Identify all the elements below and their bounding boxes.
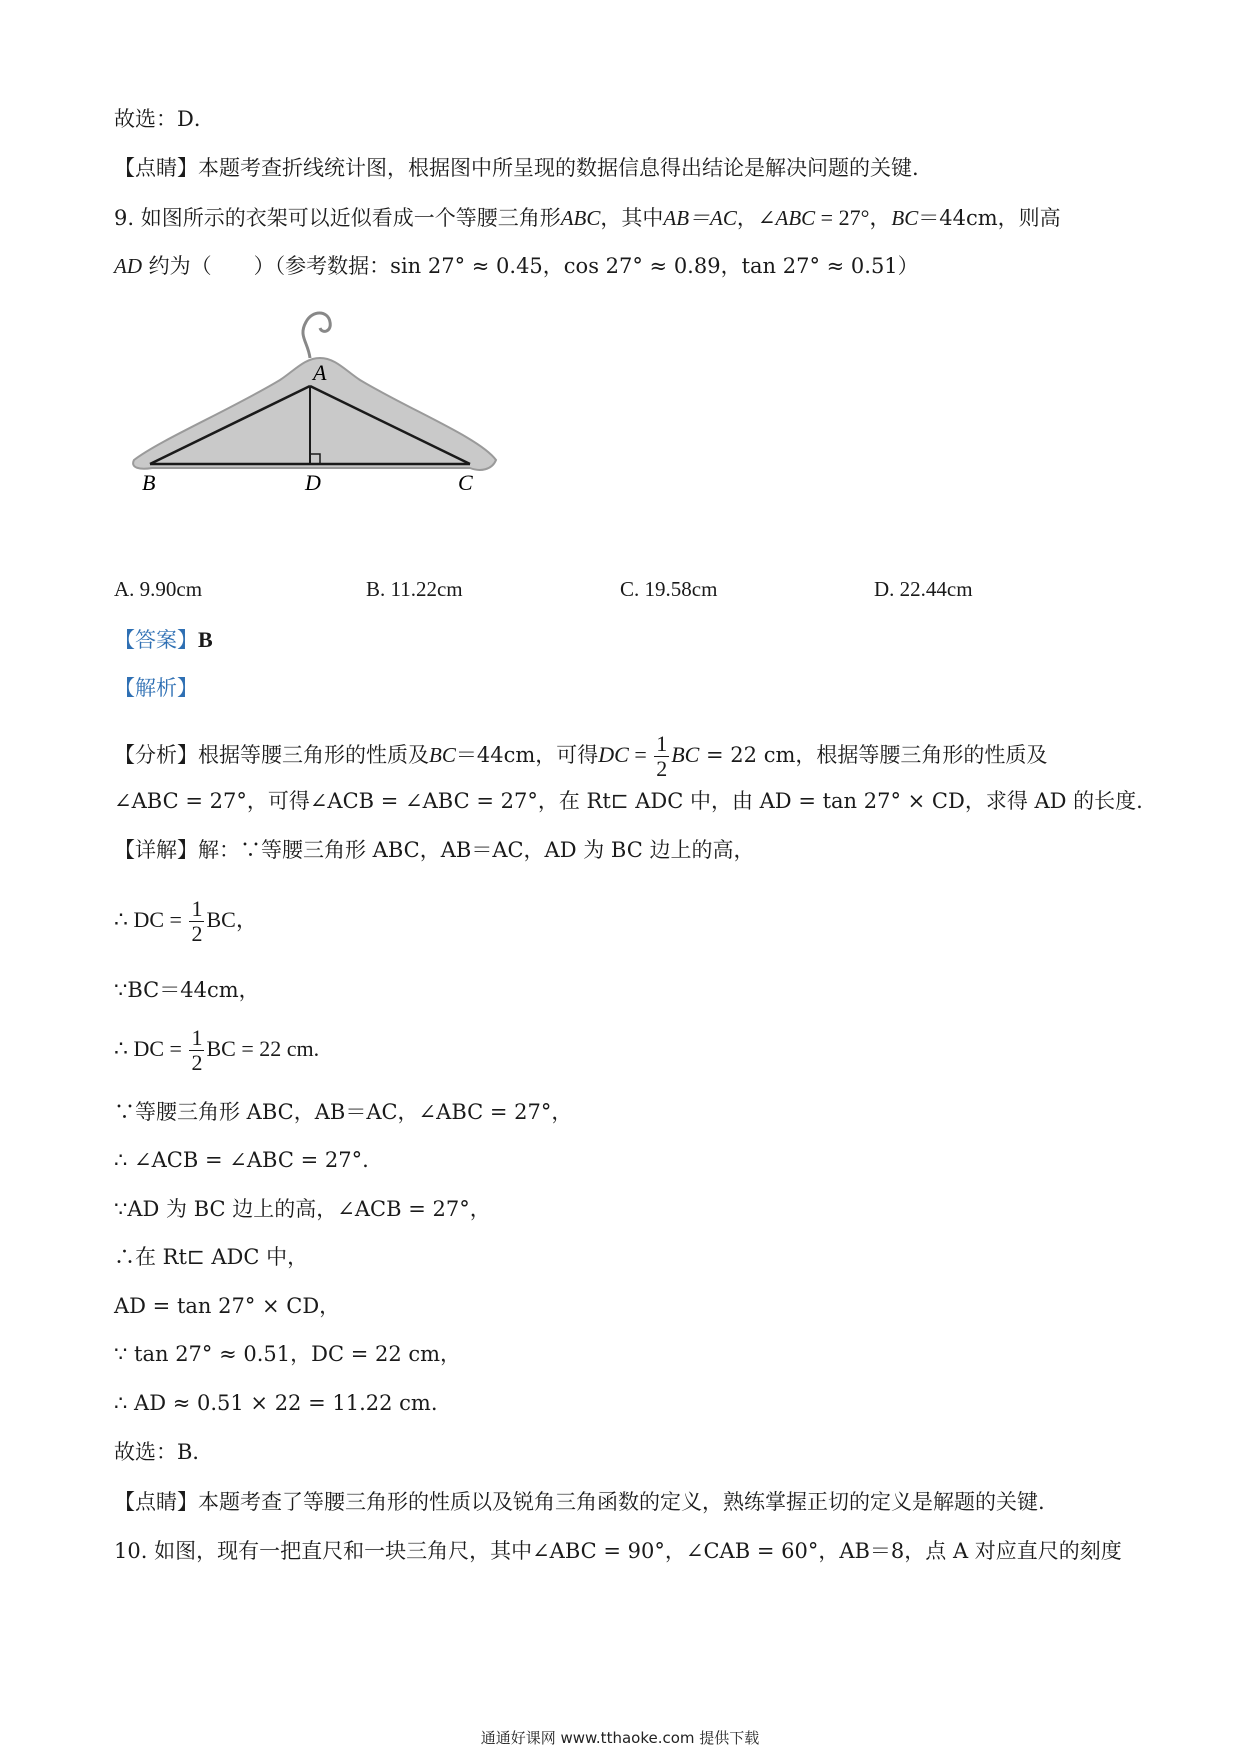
label-a: A — [313, 360, 327, 385]
dianjing-line — [114, 1487, 1045, 1517]
fraction-numerator: 1 — [191, 896, 203, 921]
q9-var: AB＝AC — [663, 206, 737, 230]
q9-stem-line2 — [114, 251, 919, 281]
fenxi-text: = 22 cm，根据等腰三角形的性质及 — [699, 743, 1048, 767]
step-5: ∴ ∠ACB = ∠ABC = 27°. — [114, 1148, 369, 1172]
fenxi-var: BC — [671, 742, 700, 767]
q9-stem-text: ，∠ — [736, 206, 776, 230]
answer-value: B — [198, 627, 213, 652]
q9-var: AD — [114, 254, 142, 278]
prev-comment — [114, 153, 919, 183]
q9-var: BC — [891, 206, 919, 230]
step-text: BC = 22 cm. — [206, 1036, 320, 1061]
fraction-half — [654, 732, 669, 781]
option-d[interactable]: D. 22.44cm — [874, 577, 973, 601]
q9-var: ABC — [775, 206, 816, 230]
hook-icon — [303, 313, 330, 358]
dianjing-text: 本题考查了等腰三角形的性质以及锐角三角函数的定义，熟练掌握正切的定义是解题的关键. — [198, 1490, 1045, 1514]
fenxi-line1 — [114, 728, 1047, 782]
step-3 — [114, 1022, 319, 1076]
hanger-figure — [120, 300, 500, 500]
step-text: ∴ DC = — [114, 1036, 188, 1061]
q9-var: ABC — [560, 206, 601, 230]
step-4: ∵等腰三角形 ABC，AB＝AC，∠ABC = 27°， — [114, 1100, 573, 1124]
q10-stem: 10. 如图，现有一把直尺和一块三角尺，其中∠ABC = 90°，∠CAB = 60°，AB＝8，点 A 对应直尺的刻度 — [114, 1539, 1122, 1563]
comment-tag: 【点睛】 — [114, 156, 198, 180]
label-b: B — [142, 470, 156, 495]
fraction-numerator: 1 — [656, 731, 668, 756]
xiangjie-tag: 【详解】 — [114, 838, 198, 862]
xiangjie-line1 — [114, 835, 754, 865]
step-8: AD = tan 27° × CD， — [114, 1294, 341, 1318]
label-d: D — [305, 470, 321, 495]
fenxi-text: ＝44cm，可得 — [455, 743, 599, 767]
answer-tag: 【答案】 — [114, 628, 198, 652]
fenxi-text: = — [628, 742, 653, 767]
fraction-half — [189, 897, 204, 946]
step-6: ∵AD 为 BC 边上的高，∠ACB = 27°， — [114, 1197, 491, 1221]
final-answer: 故选：B． — [114, 1440, 214, 1464]
q9-stem-text: = 27°， — [815, 205, 892, 230]
q9-stem-text: ＝44cm，则高 — [918, 206, 1061, 230]
q9-stem-text: ，其中 — [600, 206, 664, 230]
step-text: BC， — [206, 907, 258, 932]
option-c[interactable]: C. 19.58cm — [620, 577, 718, 601]
step-2: ∵BC＝44cm， — [114, 978, 260, 1002]
page-footer: 通通好课网 www.tthaoke.com 提供下载 — [480, 1729, 760, 1747]
option-b[interactable]: B. 11.22cm — [366, 577, 463, 601]
step-7: ∴在 Rt⊏ ADC 中， — [114, 1245, 309, 1269]
label-c: C — [458, 470, 473, 495]
option-a[interactable]: A. 9.90cm — [114, 577, 203, 601]
fenxi-var: DC — [598, 742, 629, 767]
fenxi-text: 根据等腰三角形的性质及 — [198, 743, 429, 767]
comment-text: 本题考查折线统计图，根据图中所呈现的数据信息得出结论是解决问题的关键. — [198, 156, 919, 180]
fenxi-tag: 【分析】 — [114, 743, 198, 767]
analysis-tag: 【解析】 — [114, 676, 198, 700]
fraction-denominator: 2 — [191, 1050, 203, 1075]
step-9: ∵ tan 27° ≈ 0.51，DC = 22 cm， — [114, 1342, 462, 1366]
fraction-denominator: 2 — [191, 921, 203, 946]
q9-stem-text: 约为（ ）（参考数据：sin 27° ≈ 0.45，cos 27° ≈ 0.89，tan 27° ≈ 0.51） — [142, 254, 919, 278]
fenxi-var: BC — [429, 743, 456, 767]
prev-answer-line: 故选：D． — [114, 107, 215, 131]
fraction-denominator: 2 — [656, 756, 668, 781]
xiangjie-text: 解：∵等腰三角形 ABC，AB＝AC，AD 为 BC 边上的高， — [198, 838, 755, 862]
step-10: ∴ AD ≈ 0.51 × 22 = 11.22 cm. — [114, 1391, 438, 1415]
dianjing-tag: 【点睛】 — [114, 1490, 198, 1514]
fraction-numerator: 1 — [191, 1025, 203, 1050]
fraction-half — [189, 1026, 204, 1075]
fenxi-line2: ∠ABC = 27°，可得∠ACB = ∠ABC = 27°，在 Rt⊏ ADC 中，由 AD = tan 27° × CD，求得 AD 的长度. — [114, 789, 1143, 813]
step-text: ∴ DC = — [114, 907, 188, 932]
step-1 — [114, 893, 258, 947]
answer-line — [114, 625, 213, 655]
q9-stem-line1 — [114, 203, 1061, 233]
q9-stem-text: 9. 如图所示的衣架可以近似看成一个等腰三角形 — [114, 206, 561, 230]
